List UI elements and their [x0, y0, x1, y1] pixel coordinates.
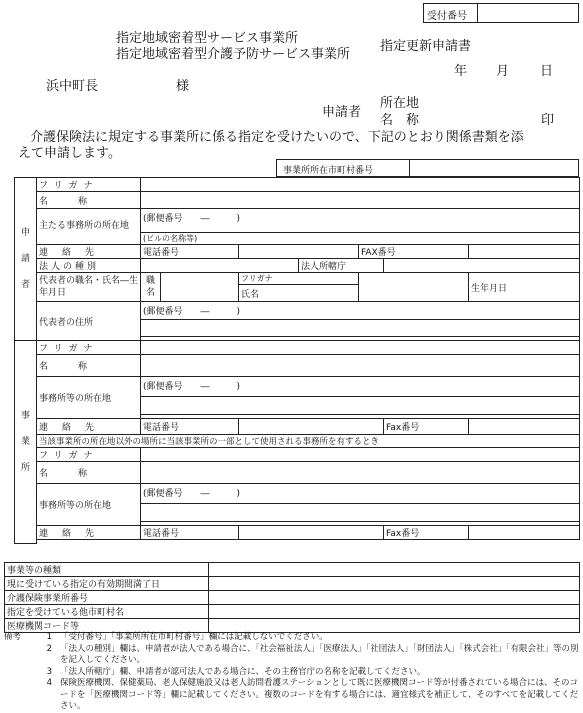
intro-line1: 介護保険法に規定する事業所に係る指定を受けたいので、下記のとおり関係書類を添: [30, 130, 524, 145]
rep-birthdate-label: 生年月日: [469, 273, 580, 302]
rep-address-line1[interactable]: [141, 320, 580, 337]
office-phone-field[interactable]: [239, 419, 384, 435]
office-side-label: 事 業 所: [15, 341, 37, 544]
receipt-number-label: 受付番号: [427, 11, 467, 22]
applicant-contact-label: 連絡先: [37, 245, 141, 259]
note-text: 「法人所轄庁」欄、申請者が認可法人である場合に、その主務官庁の名称を記載してください。: [60, 666, 426, 677]
office-contact-label: 連絡先: [37, 419, 141, 435]
office2-address-line1[interactable]: [141, 504, 580, 522]
receipt-divider: [477, 4, 478, 22]
other-location-note: 当該事業所の所在地以外の場所に当該事業所の一部として使用される事務所を有するとき: [37, 435, 580, 448]
bottom-row-label: 現に受けている指定の有効期間満了日: [5, 577, 209, 591]
rep-furigana-label: フリガナ: [239, 273, 359, 285]
office-address-line1[interactable]: [141, 397, 580, 415]
office2-furigana-field[interactable]: [141, 448, 580, 462]
date-day: 日: [540, 64, 554, 79]
office-name-label: 名称: [37, 355, 141, 377]
applicant-phone-label: 電話番号: [141, 245, 239, 259]
note-text: 「法人の種別」欄は、申請者が法人である場合に、「社会福祉法人」「医療法人」「社団法人」「財団法人」「株式会社」「有限会社」等の別を記入してください。: [60, 643, 579, 665]
office-phone-label: 電話番号: [141, 419, 239, 435]
applicant-furigana-label: フリガナ: [37, 178, 141, 192]
municipality-code-divider: [409, 160, 410, 176]
municipality-code-box: [276, 159, 579, 177]
intro-line2: えて申請します。: [18, 146, 121, 161]
office2-furigana-label: フリガナ: [37, 448, 141, 462]
corp-type-label: 法人の種別: [37, 259, 141, 273]
applicant-address-label: 所在地: [380, 96, 420, 111]
applicant-name-label: 名 称: [380, 113, 420, 128]
main-office-label: 主たる事務所の所在地: [37, 209, 141, 245]
bottom-row-field[interactable]: [209, 605, 580, 619]
applicant-furigana-field[interactable]: [141, 178, 580, 192]
note-number: 4: [46, 678, 52, 688]
applicant-side-label: 申 請 者: [15, 178, 37, 341]
bottom-row-field[interactable]: [209, 577, 580, 591]
office-address-label: 事務所等の所在地: [37, 377, 141, 419]
note-number: 1: [46, 632, 52, 642]
notes-label: 備考: [4, 632, 22, 642]
seal-mark: 印: [541, 113, 555, 128]
rep-name-label: 氏名: [239, 285, 359, 302]
office2-phone-field[interactable]: [239, 526, 384, 540]
note-item: [4, 632, 582, 644]
title-line1: 指定地域密着型サービス事業所: [116, 31, 299, 46]
rep-name-field[interactable]: [359, 273, 469, 302]
bottom-row-field[interactable]: [209, 563, 580, 577]
office-name-field[interactable]: [141, 355, 580, 377]
bottom-row-label: 指定を受けている他市町村名: [5, 605, 209, 619]
bottom-row-field[interactable]: [209, 619, 580, 633]
note-number: 2: [46, 643, 52, 654]
main-office-postal[interactable]: (郵便番号 ― ): [141, 209, 580, 233]
rep-job-label: 職 名: [141, 273, 161, 302]
corp-authority-label: 法人所轄庁: [299, 259, 384, 273]
municipality-code-label: 事業所所在市町村番号: [283, 166, 374, 176]
title-suffix: 指定更新申請書: [380, 39, 472, 54]
note-number: 3: [46, 666, 52, 677]
bottom-row-label: 介護保険事業所番号: [5, 591, 209, 605]
applicant-fax-label: FAX番号: [359, 245, 469, 259]
note-item: [4, 678, 582, 713]
date-month: 月: [496, 64, 510, 79]
office-postal[interactable]: (郵便番号 ― ): [141, 377, 580, 397]
bottom-row-label: 医療機関コード等: [5, 619, 209, 633]
rep-address-postal[interactable]: (郵便番号 ― ): [141, 302, 580, 320]
office2-address-label: 事務所等の所在地: [37, 484, 141, 526]
application-form: [14, 177, 580, 544]
applicant-name-field[interactable]: [141, 192, 580, 209]
rep-address-label: 代表者の住所: [37, 302, 141, 341]
note-item: [4, 644, 582, 667]
receipt-number-box: [423, 3, 579, 23]
addressee-suffix: 様: [176, 79, 190, 94]
main-office-building[interactable]: (ビルの名称等): [141, 233, 580, 245]
office2-postal[interactable]: (郵便番号 ― ): [141, 484, 580, 504]
applicant-phone-field[interactable]: [239, 245, 359, 259]
date-year: 年: [454, 64, 468, 79]
applicant-label: 申請者: [322, 105, 362, 120]
office-fax-field[interactable]: [469, 419, 580, 435]
notes-section: [4, 632, 582, 713]
office-furigana-field[interactable]: [141, 341, 580, 355]
note-text: 保険医療機関、保健薬局、老人保健施設又は老人訪問看護ステーションとして既に医療機関コード等が付番されている場合には、そのコードを「医療機関コード等」欄に記載してください。複数のコードを有する場合には、適宜様式を補正して、そのすべてを記載してください。: [60, 678, 579, 711]
office2-name-label: 名称: [37, 462, 141, 484]
applicant-fax-field[interactable]: [469, 245, 580, 259]
corp-authority-field[interactable]: [384, 259, 580, 273]
office2-fax-label: Fax番号: [384, 526, 469, 540]
office2-contact-label: 連絡先: [37, 526, 141, 540]
applicant-name-cell: 名称: [37, 192, 141, 209]
note-item: [4, 667, 582, 679]
office-fax-label: Fax番号: [384, 419, 469, 435]
bottom-row-field[interactable]: [209, 591, 580, 605]
addressee: 浜中町長: [46, 79, 99, 94]
note-text: 「受付番号」「事業所所在市町村番号」欄には記載しないでください。: [60, 632, 328, 642]
office2-name-field[interactable]: [141, 462, 580, 484]
office2-phone-label: 電話番号: [141, 526, 239, 540]
office2-fax-field[interactable]: [469, 526, 580, 540]
office-furigana-label: フリガナ: [37, 341, 141, 355]
title-line2: 指定地域密着型介護予防サービス事業所: [116, 47, 351, 62]
bottom-info-table: [4, 562, 580, 633]
spacer-row: [37, 542, 580, 544]
rep-title-label: 代表者の職名・氏名―生年月日: [37, 273, 141, 302]
corp-type-field[interactable]: [141, 259, 299, 273]
rep-job-field[interactable]: [161, 273, 239, 302]
bottom-row-label: 事業等の種類: [5, 563, 209, 577]
